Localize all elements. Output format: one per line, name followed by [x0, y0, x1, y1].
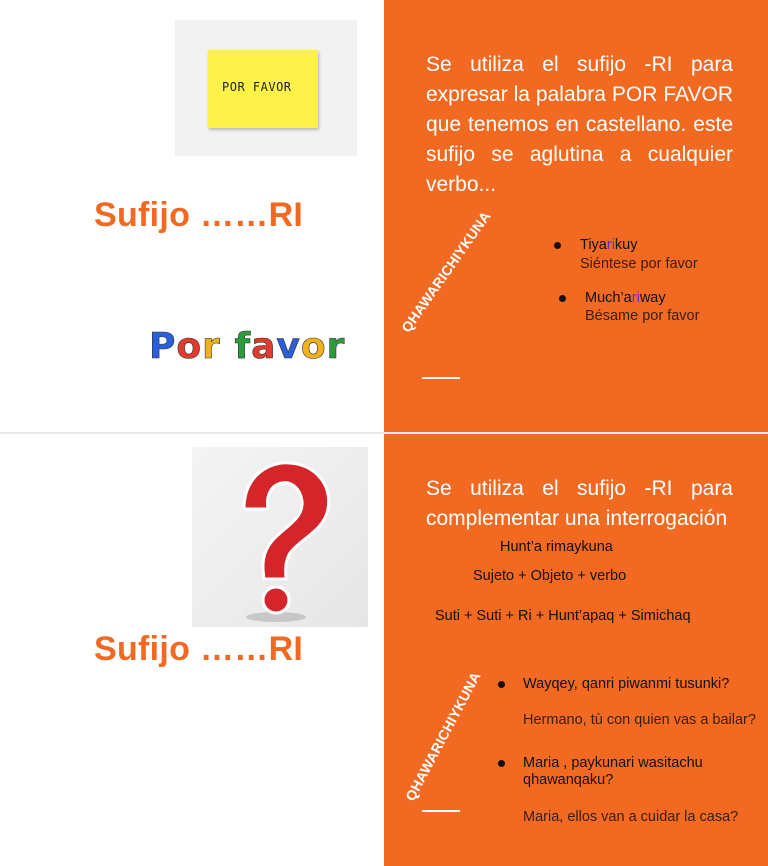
colorful-text: Por favor: [149, 326, 346, 367]
question-mark-image: [192, 447, 368, 627]
bullet-text: Much’ariway: [585, 290, 666, 306]
bullet-text: Wayqey, qanri piwanmi tusunki?: [523, 676, 730, 692]
grammar-pattern: Sujeto + Objeto + verbo: [473, 568, 627, 584]
vertical-label: QHAWARICHIYKUNA: [402, 669, 484, 804]
question-mark-icon: [192, 447, 368, 627]
slide-interrogacion: [0, 434, 768, 866]
bullet-translation: Maria, ellos van a cuidar la casa?: [523, 809, 739, 825]
bullet-translation: Siéntese por favor: [580, 256, 698, 272]
por-favor-colorful-image: [145, 318, 355, 368]
decorative-underline: [422, 377, 460, 379]
description-paragraph: Se utiliza el sufijo -RI para complementar una interrogación: [426, 477, 733, 530]
sticky-note-text: POR FAVOR: [222, 80, 292, 94]
orange-panel: [384, 0, 768, 432]
bullet-icon: [559, 295, 566, 302]
bullet-translation: Hermano, tù con quien vas a bailar?: [523, 712, 756, 728]
bullet-text: Tiyarikuy: [580, 237, 638, 253]
slide-title: Sufijo ……RI: [94, 196, 304, 234]
slide-title: Sufijo ……RI: [94, 630, 304, 668]
bullet-icon: [498, 760, 505, 767]
vertical-label: QHAWARICHIYKUNA: [398, 208, 494, 336]
bullet-icon: [554, 242, 561, 249]
grammar-formula: Suti + Suti + Ri + Hunt’apaq + Simichaq: [435, 608, 691, 624]
grammar-heading: Hunt’a rimaykuna: [500, 539, 613, 555]
orange-panel: [384, 434, 768, 866]
sticky-note: [208, 50, 318, 128]
description-paragraph: Se utiliza el sufijo -RI para expresar la palabra POR FAVOR que tenemos en castellano. este sufijo se aglutina a cualquier verbo...: [426, 53, 733, 196]
bullet-text: Maria , paykunari wasitachu qhawanqaku?: [523, 755, 703, 788]
bullet-translation: Bésame por favor: [585, 308, 700, 324]
slide-por-favor: [0, 0, 768, 432]
decorative-underline: [422, 810, 460, 812]
bullet-icon: [498, 681, 505, 688]
